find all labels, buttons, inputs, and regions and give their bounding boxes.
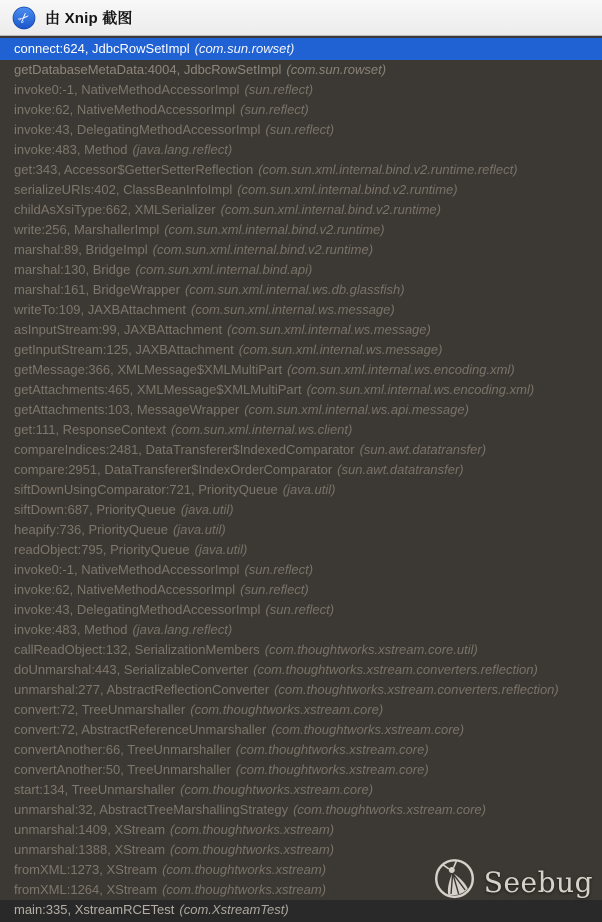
frame-package: (com.thoughtworks.xstream.core) bbox=[271, 722, 465, 737]
window-title: 由 Xnip 截图 bbox=[45, 10, 133, 27]
stack-frame-row[interactable] bbox=[0, 780, 602, 800]
stack-frame-row[interactable] bbox=[0, 420, 602, 440]
frame-method: getAttachments:103, MessageWrapper bbox=[14, 402, 240, 417]
frame-method: unmarshal:1388, XStream bbox=[14, 842, 166, 857]
stack-frame-row[interactable] bbox=[0, 620, 602, 640]
frame-method: heapify:736, PriorityQueue bbox=[14, 522, 168, 537]
stack-frame-row[interactable] bbox=[0, 580, 602, 600]
frame-method: unmarshal:1409, XStream bbox=[14, 822, 166, 837]
stack-frame-row[interactable] bbox=[0, 200, 602, 220]
stack-frame-row[interactable] bbox=[0, 440, 602, 460]
frame-package: (com.thoughtworks.xstream.core) bbox=[235, 762, 429, 777]
frame-package: (com.thoughtworks.xstream) bbox=[170, 842, 335, 857]
frame-package: (com.sun.xml.internal.ws.db.glassfish) bbox=[184, 282, 405, 297]
frame-package: (com.sun.xml.internal.bind.v2.runtime) bbox=[152, 242, 374, 257]
stack-frame-row[interactable] bbox=[0, 540, 602, 560]
stack-frame-row[interactable] bbox=[0, 880, 602, 900]
frame-package: (com.thoughtworks.xstream) bbox=[162, 862, 327, 877]
stack-frame-row[interactable] bbox=[0, 820, 602, 840]
title-bar bbox=[0, 0, 602, 36]
frame-method: serializeURIs:402, ClassBeanInfoImpl bbox=[14, 182, 233, 197]
stack-frame-row[interactable] bbox=[0, 720, 602, 740]
frame-package: (sun.reflect) bbox=[244, 82, 314, 97]
frame-method: invoke0:-1, NativeMethodAccessorImpl bbox=[14, 82, 240, 97]
stack-frame-row[interactable] bbox=[0, 180, 602, 200]
frame-method: convertAnother:66, TreeUnmarshaller bbox=[14, 742, 231, 757]
stack-frame-row[interactable] bbox=[0, 480, 602, 500]
frame-method: invoke:483, Method bbox=[14, 142, 128, 157]
frame-package: (com.thoughtworks.xstream.converters.reflection) bbox=[253, 662, 538, 677]
stack-frame-row[interactable] bbox=[0, 300, 602, 320]
stack-frame-row[interactable] bbox=[0, 520, 602, 540]
frame-package: (com.sun.xml.internal.ws.encoding.xml) bbox=[287, 362, 515, 377]
frame-package: (com.sun.xml.internal.bind.v2.runtime) bbox=[237, 182, 458, 197]
stack-frames-list[interactable] bbox=[0, 36, 602, 922]
frame-package: (sun.reflect) bbox=[265, 602, 335, 617]
frame-method: get:343, Accessor$GetterSetterReflection bbox=[14, 162, 254, 177]
frame-method: callReadObject:132, SerializationMembers bbox=[14, 642, 260, 657]
frame-method: asInputStream:99, JAXBAttachment bbox=[14, 322, 223, 337]
stack-frame-row[interactable] bbox=[0, 120, 602, 140]
stack-frame-row[interactable] bbox=[0, 340, 602, 360]
frame-package: (com.sun.xml.internal.bind.v2.runtime) bbox=[220, 202, 441, 217]
frame-method: invoke:43, DelegatingMethodAccessorImpl bbox=[14, 122, 261, 137]
frame-method: invoke0:-1, NativeMethodAccessorImpl bbox=[14, 562, 240, 577]
stack-frame-row[interactable] bbox=[0, 100, 602, 120]
frame-package: (com.thoughtworks.xstream.converters.reflection) bbox=[274, 682, 559, 697]
stack-frame-row[interactable] bbox=[0, 38, 602, 60]
frame-method: marshal:130, Bridge bbox=[14, 262, 131, 277]
frame-method: siftDown:687, PriorityQueue bbox=[14, 502, 176, 517]
frame-package: (com.sun.rowset) bbox=[286, 62, 387, 77]
frame-package: (sun.reflect) bbox=[240, 102, 309, 117]
stack-frame-row[interactable] bbox=[0, 240, 602, 260]
frame-package: (java.util) bbox=[180, 502, 234, 517]
frame-package: (com.thoughtworks.xstream.core) bbox=[180, 782, 374, 797]
frame-method: convert:72, AbstractReferenceUnmarshaller bbox=[14, 722, 267, 737]
frame-package: (java.util) bbox=[172, 522, 226, 537]
frame-method: main:335, XstreamRCETest bbox=[14, 902, 175, 917]
stack-frame-row[interactable] bbox=[0, 360, 602, 380]
frame-package: (com.sun.xml.internal.ws.client) bbox=[171, 422, 353, 437]
frame-package: (com.thoughtworks.xstream.core.util) bbox=[264, 642, 478, 657]
stack-frame-row[interactable] bbox=[0, 860, 602, 880]
frame-package: (sun.reflect) bbox=[240, 582, 309, 597]
frame-method: connect:624, JdbcRowSetImpl bbox=[14, 41, 190, 56]
frame-package: (sun.awt.datatransfer) bbox=[337, 462, 464, 477]
frame-method: start:134, TreeUnmarshaller bbox=[14, 782, 176, 797]
stack-frame-row[interactable] bbox=[0, 760, 602, 780]
frame-package: (com.thoughtworks.xstream.core) bbox=[293, 802, 486, 817]
stack-frame-row[interactable] bbox=[0, 400, 602, 420]
frame-package: (com.sun.xml.internal.ws.message) bbox=[238, 342, 443, 357]
stack-frame-row[interactable] bbox=[0, 500, 602, 520]
stack-frame-row[interactable] bbox=[0, 640, 602, 660]
frame-package: (com.sun.rowset) bbox=[194, 41, 295, 56]
frame-method: fromXML:1273, XStream bbox=[14, 862, 158, 877]
frame-package: (com.thoughtworks.xstream.core) bbox=[190, 702, 384, 717]
frame-package: (java.util) bbox=[282, 482, 336, 497]
stack-frame-row[interactable] bbox=[0, 600, 602, 620]
frame-method: getInputStream:125, JAXBAttachment bbox=[14, 342, 234, 357]
frame-package: (com.sun.xml.internal.ws.message) bbox=[227, 322, 431, 337]
frame-method: unmarshal:32, AbstractTreeMarshallingStrategy bbox=[14, 802, 289, 817]
frame-package: (com.sun.xml.internal.bind.v2.runtime.reflect) bbox=[258, 162, 518, 177]
stack-frame-row[interactable] bbox=[0, 320, 602, 340]
stack-frame-row[interactable] bbox=[0, 800, 602, 820]
frame-package: (com.sun.xml.internal.ws.message) bbox=[190, 302, 395, 317]
frame-method: doUnmarshal:443, SerializableConverter bbox=[14, 662, 249, 677]
frame-method: convertAnother:50, TreeUnmarshaller bbox=[14, 762, 231, 777]
frame-method: childAsXsiType:662, XMLSerializer bbox=[14, 202, 216, 217]
stack-frame-row[interactable] bbox=[0, 160, 602, 180]
frame-method: invoke:483, Method bbox=[14, 622, 128, 637]
frame-package: (java.lang.reflect) bbox=[132, 622, 233, 637]
frame-package: (com.thoughtworks.xstream) bbox=[162, 882, 327, 897]
frame-package: (sun.reflect) bbox=[265, 122, 335, 137]
frame-method: fromXML:1264, XStream bbox=[14, 882, 158, 897]
frame-package: (com.XstreamTest) bbox=[179, 902, 289, 917]
stack-frame-row[interactable] bbox=[0, 680, 602, 700]
frame-method: unmarshal:277, AbstractReflectionConverter bbox=[14, 682, 270, 697]
frame-package: (com.thoughtworks.xstream) bbox=[170, 822, 335, 837]
stack-frame-row[interactable] bbox=[0, 380, 602, 400]
frame-package: (java.util) bbox=[194, 542, 248, 557]
frame-method: compare:2951, DataTransferer$IndexOrderComparator bbox=[14, 462, 333, 477]
frame-method: siftDownUsingComparator:721, PriorityQueue bbox=[14, 482, 278, 497]
frame-method: compareIndices:2481, DataTransferer$IndexedComparator bbox=[14, 442, 355, 457]
frame-method: marshal:89, BridgeImpl bbox=[14, 242, 148, 257]
frame-method: getMessage:366, XMLMessage$XMLMultiPart bbox=[14, 362, 283, 377]
stack-frame-row[interactable] bbox=[0, 700, 602, 720]
frame-method: invoke:62, NativeMethodAccessorImpl bbox=[14, 582, 236, 597]
stack-frame-row[interactable] bbox=[0, 280, 602, 300]
frame-method: write:256, MarshallerImpl bbox=[14, 222, 160, 237]
stack-frame-row[interactable] bbox=[0, 560, 602, 580]
frame-method: invoke:62, NativeMethodAccessorImpl bbox=[14, 102, 236, 117]
stack-frame-row[interactable] bbox=[0, 140, 602, 160]
frame-package: (sun.reflect) bbox=[244, 562, 314, 577]
frame-method: writeTo:109, JAXBAttachment bbox=[14, 302, 186, 317]
stack-frame-row[interactable] bbox=[0, 60, 602, 80]
svg-text:✂: ✂ bbox=[14, 8, 34, 28]
stack-frame-row[interactable] bbox=[0, 460, 602, 480]
stack-frame-row[interactable] bbox=[0, 740, 602, 760]
xnip-scissors-icon bbox=[12, 6, 36, 30]
frame-method: invoke:43, DelegatingMethodAccessorImpl bbox=[14, 602, 261, 617]
frame-package: (com.sun.xml.internal.bind.v2.runtime) bbox=[164, 222, 385, 237]
frame-method: convert:72, TreeUnmarshaller bbox=[14, 702, 186, 717]
frame-method: marshal:161, BridgeWrapper bbox=[14, 282, 180, 297]
frame-package: (sun.awt.datatransfer) bbox=[359, 442, 487, 457]
stack-frame-row[interactable] bbox=[0, 80, 602, 100]
frame-package: (com.sun.xml.internal.bind.api) bbox=[135, 262, 313, 277]
frame-package: (com.sun.xml.internal.ws.api.message) bbox=[244, 402, 469, 417]
stack-frame-row[interactable] bbox=[0, 660, 602, 680]
frame-package: (com.sun.xml.internal.ws.encoding.xml) bbox=[306, 382, 535, 397]
seebug-logo-text: Seebug bbox=[483, 865, 593, 899]
stack-frame-row[interactable] bbox=[0, 840, 602, 860]
frame-package: (com.thoughtworks.xstream.core) bbox=[235, 742, 429, 757]
stack-frame-row[interactable] bbox=[0, 220, 602, 240]
frame-package: (java.lang.reflect) bbox=[132, 142, 233, 157]
frame-method: readObject:795, PriorityQueue bbox=[14, 542, 190, 557]
frame-method: getDatabaseMetaData:4004, JdbcRowSetImpl bbox=[14, 62, 282, 77]
stack-frame-row[interactable] bbox=[0, 900, 602, 922]
stack-frame-row[interactable] bbox=[0, 260, 602, 280]
frame-method: get:111, ResponseContext bbox=[14, 422, 167, 437]
frame-method: getAttachments:465, XMLMessage$XMLMultiPart bbox=[14, 382, 302, 397]
